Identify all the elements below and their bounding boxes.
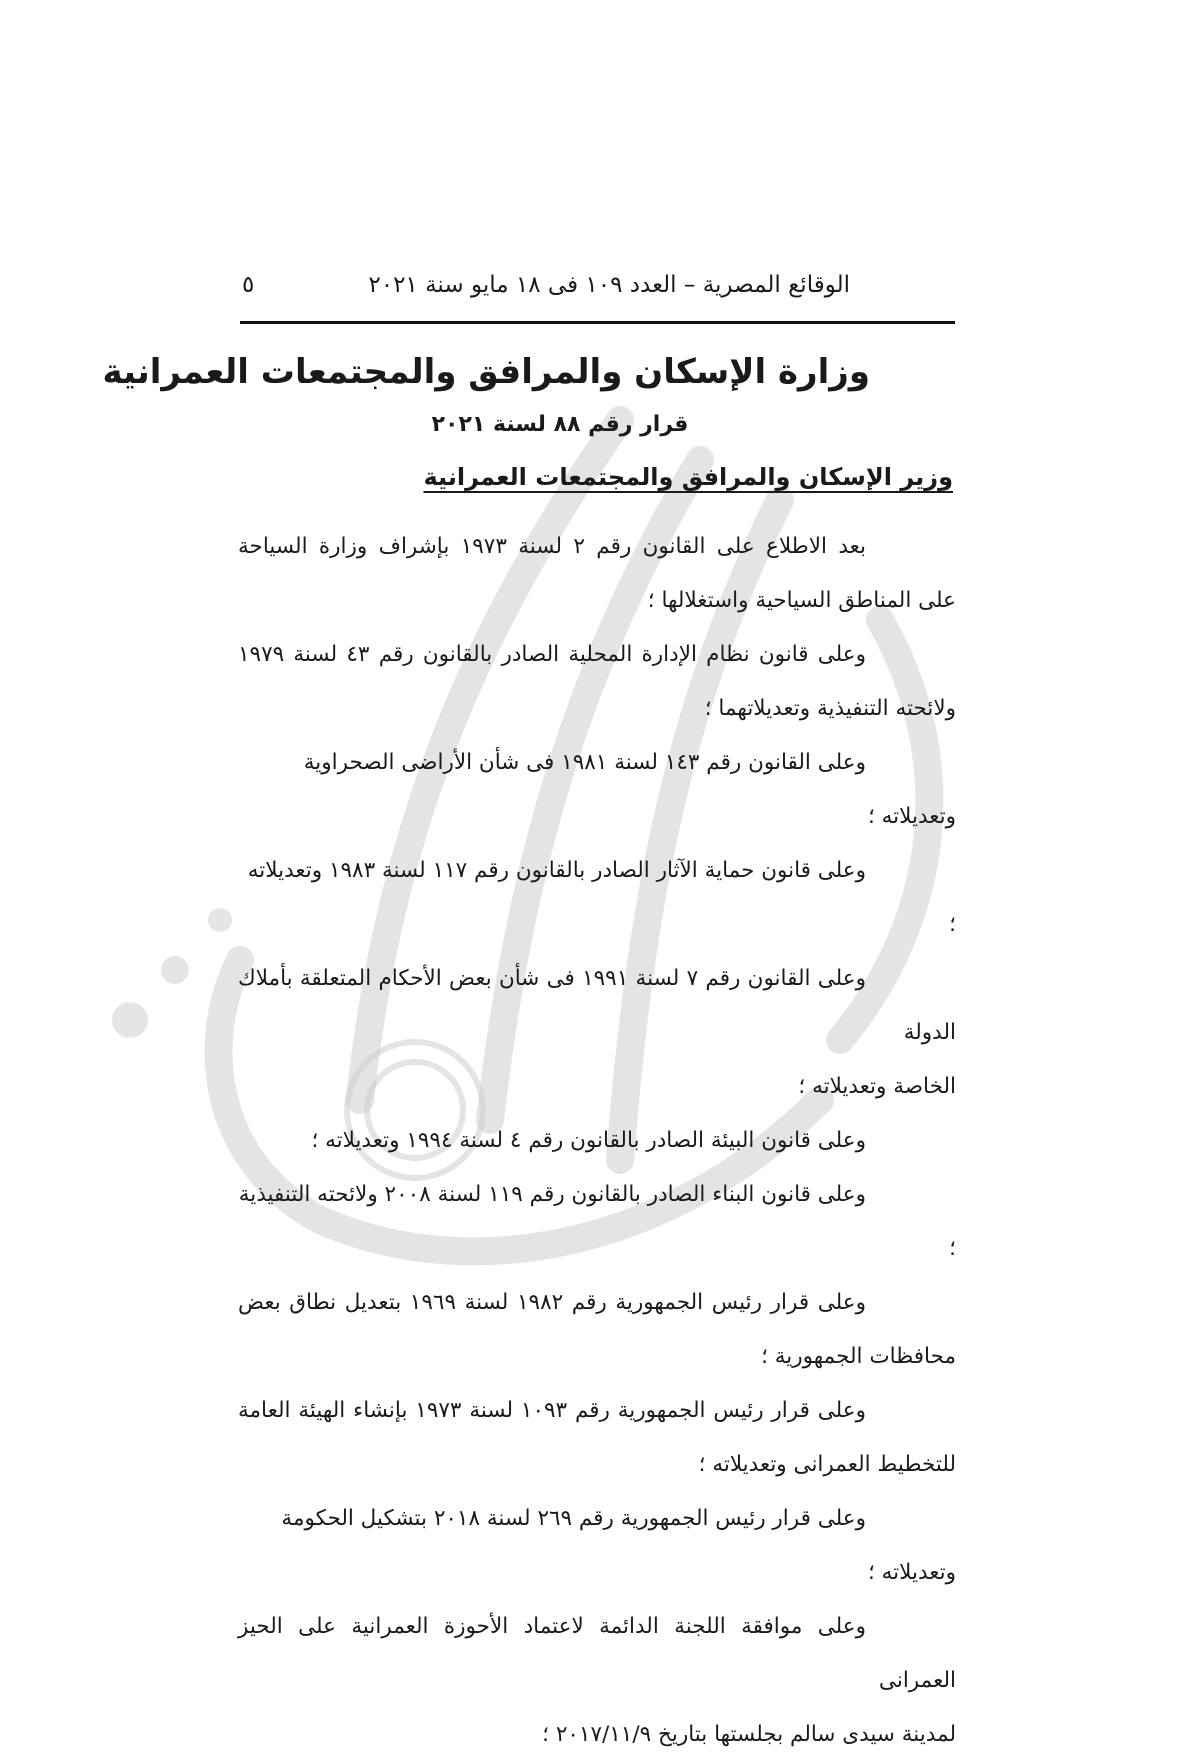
paragraph-line: وعلى قانون البيئة الصادر بالقانون رقم ٤ لسنة ١٩٩٤ وتعديلاته ؛ [311, 1128, 866, 1153]
minister-heading: وزير الإسكان والمرافق والمجتمعات العمرانية [423, 463, 953, 491]
preamble-paragraph [238, 1114, 956, 1168]
paragraph-line: محافظات الجمهورية ؛ [761, 1344, 956, 1369]
preamble-paragraph [238, 1168, 956, 1276]
preamble-paragraph [238, 952, 956, 1114]
paragraph-line: وعلى موافقة اللجنة الدائمة لاعتماد الأحوزة العمرانية على الحيز العمرانى [238, 1614, 956, 1693]
paragraph-line: وعلى قانون حماية الآثار الصادر بالقانون رقم ١١٧ لسنة ١٩٨٣ وتعديلاته ؛ [247, 858, 956, 937]
preamble-paragraph [238, 1384, 956, 1492]
watermark-dot [112, 1002, 148, 1038]
preamble-paragraph [238, 520, 956, 628]
watermark-dot [161, 956, 189, 984]
preamble-body [238, 520, 956, 1762]
preamble-paragraph [238, 736, 956, 844]
paragraph-line: وعلى القانون رقم ١٤٣ لسنة ١٩٨١ فى شأن الأراضى الصحراوية وتعديلاته ؛ [303, 750, 956, 829]
ministry-title: وزارة الإسكان والمرافق والمجتمعات العمرانية [102, 352, 870, 392]
paragraph-line: على المناطق السياحية واستغلالها ؛ [647, 588, 956, 613]
paragraph-line: للتخطيط العمرانى وتعديلاته ؛ [698, 1452, 956, 1477]
paragraph-line: وعلى القانون رقم ٧ لسنة ١٩٩١ فى شأن بعض الأحكام المتعلقة بأملاك الدولة [238, 966, 956, 1045]
page-number: ٥ [242, 272, 255, 298]
paragraph-line: وعلى قانون البناء الصادر بالقانون رقم ١١٩ لسنة ٢٠٠٨ ولائحته التنفيذية ؛ [238, 1182, 956, 1261]
paragraph-line: الخاصة وتعديلاته ؛ [798, 1074, 956, 1099]
preamble-paragraph [238, 628, 956, 736]
preamble-paragraph [238, 1276, 956, 1384]
header-rule [240, 321, 955, 324]
watermark-dot [208, 908, 232, 932]
gazette-issue-title: الوقائع المصرية – العدد ١٠٩ فى ١٨ مايو سنة ٢٠٢١ [368, 272, 850, 298]
preamble-paragraph [238, 1600, 956, 1762]
paragraph-line: وعلى قرار رئيس الجمهورية رقم ٢٦٩ لسنة ٢٠١٨ بتشكيل الحكومة وتعديلاته ؛ [281, 1506, 956, 1585]
preamble-paragraph [238, 844, 956, 952]
paragraph-line: وعلى قانون نظام الإدارة المحلية الصادر بالقانون رقم ٤٣ لسنة ١٩٧٩ [238, 642, 867, 667]
paragraph-line: لمدينة سيدى سالم بجلستها بتاريخ ٢٠١٧/١١/٩ ؛ [542, 1722, 956, 1747]
paragraph-line: بعد الاطلاع على القانون رقم ٢ لسنة ١٩٧٣ بإشراف وزارة السياحة [238, 534, 867, 559]
paragraph-line: وعلى قرار رئيس الجمهورية رقم ١٩٨٢ لسنة ١٩٦٩ بتعديل نطاق بعض [238, 1290, 866, 1315]
paragraph-line: ولائحته التنفيذية وتعديلاتهما ؛ [704, 696, 956, 721]
decree-number: قرار رقم ٨٨ لسنة ٢٠٢١ [431, 412, 689, 437]
paragraph-line: وعلى قرار رئيس الجمهورية رقم ١٠٩٣ لسنة ١٩٧٣ بإنشاء الهيئة العامة [238, 1398, 866, 1423]
preamble-paragraph [238, 1492, 956, 1600]
running-header [240, 272, 955, 314]
